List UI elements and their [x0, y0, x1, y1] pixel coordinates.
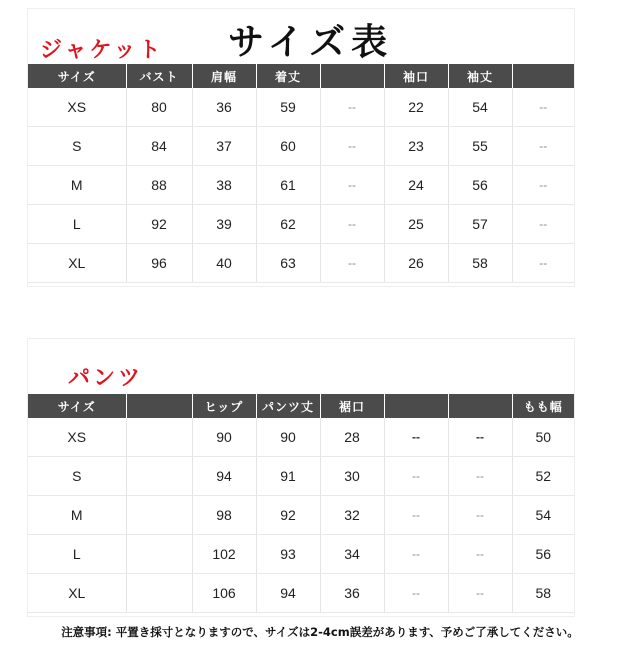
value-cell: 37: [192, 127, 256, 166]
size-cell: M: [28, 496, 126, 535]
value-cell: --: [384, 574, 448, 613]
value-cell: 40: [192, 244, 256, 283]
value-cell: 38: [192, 166, 256, 205]
value-cell: 88: [126, 166, 192, 205]
col-header-shoulder: 肩幅: [192, 64, 256, 88]
size-cell: L: [28, 535, 126, 574]
table-row: [28, 535, 574, 574]
value-cell: --: [448, 535, 512, 574]
value-cell: 84: [126, 127, 192, 166]
jacket-header-row: [28, 64, 574, 88]
value-cell: 63: [256, 244, 320, 283]
value-cell: --: [320, 166, 384, 205]
value-cell: 30: [320, 457, 384, 496]
pants-size-table: [28, 394, 574, 613]
table-row: [28, 496, 574, 535]
value-cell: 52: [512, 457, 574, 496]
value-cell: 25: [384, 205, 448, 244]
value-cell: 39: [192, 205, 256, 244]
value-cell: --: [512, 166, 574, 205]
value-cell: --: [448, 418, 512, 457]
value-cell: 62: [256, 205, 320, 244]
value-cell: 58: [512, 574, 574, 613]
col-header-hem: 裾口: [320, 394, 384, 418]
size-cell: XS: [28, 418, 126, 457]
col-header-size: サイズ: [28, 394, 126, 418]
value-cell: 80: [126, 88, 192, 127]
measurement-note: 注意事項: 平置き採寸となりますので、サイズは2-4cm誤差があります、予めご了承してください。: [61, 625, 579, 639]
col-header-thigh: もも幅: [512, 394, 574, 418]
value-cell: 94: [256, 574, 320, 613]
pants-label: パンツ: [68, 366, 144, 391]
size-cell: XL: [28, 574, 126, 613]
table-row: [28, 244, 574, 283]
col-header-cuff: 袖口: [384, 64, 448, 88]
value-cell: 56: [512, 535, 574, 574]
value-cell: --: [320, 88, 384, 127]
value-cell: [126, 496, 192, 535]
value-cell: [126, 535, 192, 574]
value-cell: --: [448, 496, 512, 535]
col-header-pants-length: パンツ丈: [256, 394, 320, 418]
value-cell: --: [384, 418, 448, 457]
table-row: [28, 205, 574, 244]
table-row: [28, 418, 574, 457]
pants-header: [28, 339, 574, 394]
value-cell: 58: [448, 244, 512, 283]
size-cell: M: [28, 166, 126, 205]
value-cell: 92: [256, 496, 320, 535]
value-cell: 56: [448, 166, 512, 205]
table-row: [28, 166, 574, 205]
col-header-sleeve: 袖丈: [448, 64, 512, 88]
value-cell: 28: [320, 418, 384, 457]
jacket-size-card: [27, 8, 575, 287]
value-cell: 106: [192, 574, 256, 613]
value-cell: --: [512, 88, 574, 127]
value-cell: 24: [384, 166, 448, 205]
value-cell: --: [384, 535, 448, 574]
pants-header-row: [28, 394, 574, 418]
size-cell: XS: [28, 88, 126, 127]
value-cell: 102: [192, 535, 256, 574]
value-cell: --: [448, 457, 512, 496]
value-cell: 54: [448, 88, 512, 127]
value-cell: 36: [192, 88, 256, 127]
value-cell: --: [320, 127, 384, 166]
table-row: [28, 88, 574, 127]
value-cell: 60: [256, 127, 320, 166]
value-cell: 90: [192, 418, 256, 457]
value-cell: --: [384, 496, 448, 535]
pants-size-card: [27, 338, 575, 617]
value-cell: 34: [320, 535, 384, 574]
size-cell: S: [28, 127, 126, 166]
value-cell: 36: [320, 574, 384, 613]
col-header-length: 着丈: [256, 64, 320, 88]
col-header-bust: バスト: [126, 64, 192, 88]
col-header-blank: [512, 64, 574, 88]
size-chart-title: サイズ表: [228, 22, 394, 63]
value-cell: --: [512, 244, 574, 283]
jacket-label: ジャケット: [40, 38, 164, 63]
size-cell: XL: [28, 244, 126, 283]
table-row: [28, 574, 574, 613]
col-header-blank: [384, 394, 448, 418]
value-cell: 92: [126, 205, 192, 244]
value-cell: 32: [320, 496, 384, 535]
value-cell: 91: [256, 457, 320, 496]
col-header-size: サイズ: [28, 64, 126, 88]
value-cell: 54: [512, 496, 574, 535]
value-cell: 93: [256, 535, 320, 574]
value-cell: 96: [126, 244, 192, 283]
col-header-hip: ヒップ: [192, 394, 256, 418]
value-cell: 26: [384, 244, 448, 283]
col-header-blank: [448, 394, 512, 418]
value-cell: 22: [384, 88, 448, 127]
value-cell: [126, 457, 192, 496]
value-cell: --: [512, 205, 574, 244]
size-cell: L: [28, 205, 126, 244]
value-cell: 90: [256, 418, 320, 457]
value-cell: --: [384, 457, 448, 496]
col-header-blank: [320, 64, 384, 88]
value-cell: --: [320, 244, 384, 283]
value-cell: [126, 574, 192, 613]
value-cell: 23: [384, 127, 448, 166]
value-cell: 57: [448, 205, 512, 244]
size-cell: S: [28, 457, 126, 496]
value-cell: 98: [192, 496, 256, 535]
table-row: [28, 457, 574, 496]
col-header-blank: [126, 394, 192, 418]
value-cell: --: [512, 127, 574, 166]
value-cell: 61: [256, 166, 320, 205]
value-cell: 55: [448, 127, 512, 166]
value-cell: 59: [256, 88, 320, 127]
value-cell: [126, 418, 192, 457]
value-cell: 50: [512, 418, 574, 457]
value-cell: 94: [192, 457, 256, 496]
value-cell: --: [448, 574, 512, 613]
jacket-header: [28, 9, 574, 64]
value-cell: --: [320, 205, 384, 244]
jacket-size-table: [28, 64, 574, 283]
table-row: [28, 127, 574, 166]
